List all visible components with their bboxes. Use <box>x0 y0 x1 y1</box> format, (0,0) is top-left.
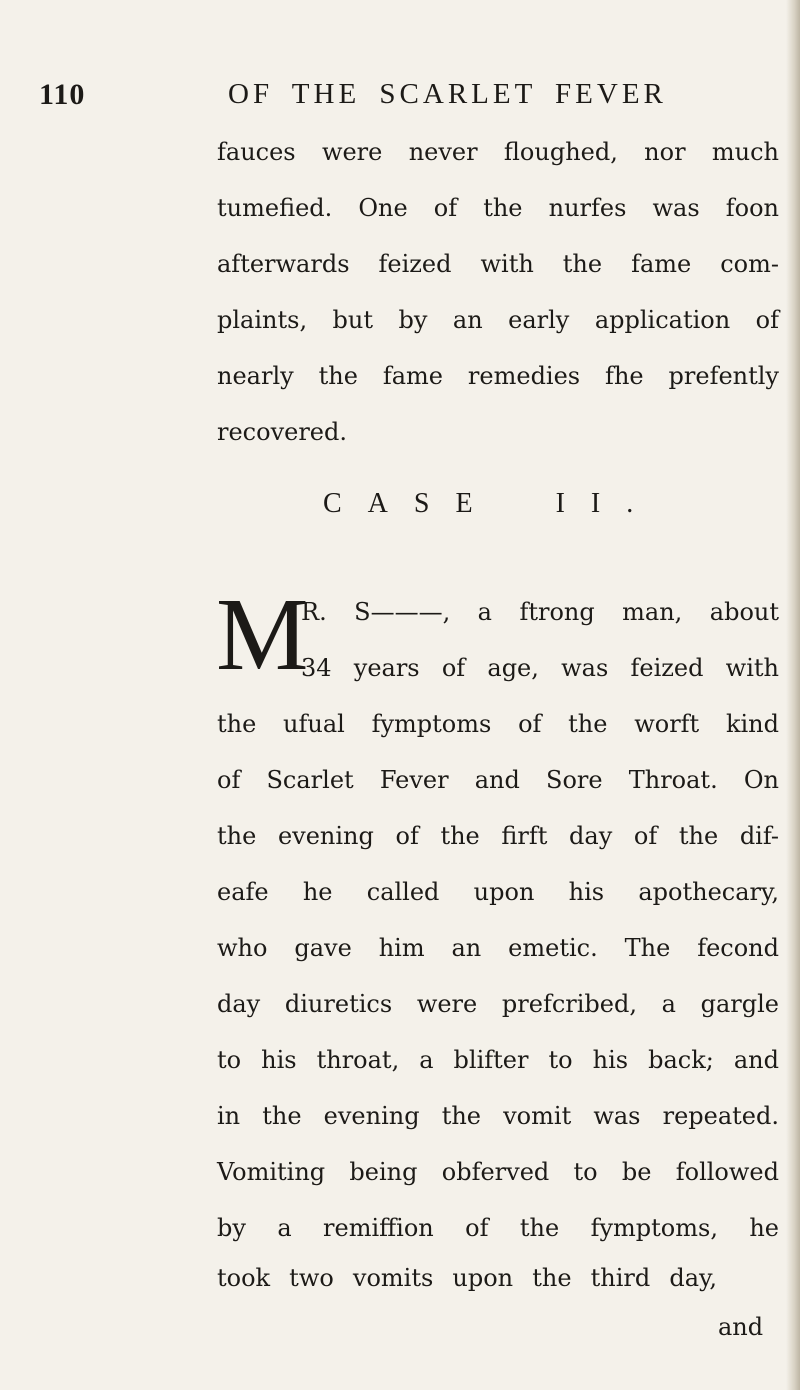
page-edge-shadow <box>786 0 800 1390</box>
text-line: afterwards feized with the fame com- <box>217 250 779 278</box>
text-line: took two vomits upon the third day, <box>217 1264 717 1292</box>
page-header <box>0 78 800 118</box>
text-line: the ufual fymptoms of the worft kind <box>217 710 779 738</box>
text-line: 34 years of age, was feized with <box>301 654 779 682</box>
text-line: who gave him an emetic. The fecond <box>217 934 779 962</box>
text-line: R. S———, a ftrong man, about <box>301 598 779 626</box>
text-line: Vomiting being obferved to be followed <box>217 1158 779 1186</box>
text-line: eafe he called upon his apothecary, <box>217 878 779 906</box>
text-line: day diuretics were prefcribed, a gargle <box>217 990 779 1018</box>
text-line: tumefied. One of the nurfes was foon <box>217 194 779 222</box>
drop-cap: M <box>216 577 309 692</box>
text-line: the evening of the firft day of the dif- <box>217 822 779 850</box>
text-line: of Scarlet Fever and Sore Throat. On <box>217 766 779 794</box>
text-line: nearly the fame remedies fhe prefently <box>217 362 779 390</box>
text-line: to his throat, a blifter to his back; and <box>217 1046 779 1074</box>
text-line: by a remiffion of the fymptoms, he <box>217 1214 779 1242</box>
text-line: fauces were never floughed, nor much <box>217 138 779 166</box>
page-number: 110 <box>39 78 86 111</box>
running-head: OF THE SCARLET FEVER <box>228 78 667 110</box>
text-line: in the evening the vomit was repeated. <box>217 1102 779 1130</box>
catchword: and <box>718 1313 764 1341</box>
text-line: recovered. <box>217 418 347 446</box>
text-line: plaints, but by an early application of <box>217 306 779 334</box>
case-heading: CASE II. <box>323 488 660 519</box>
